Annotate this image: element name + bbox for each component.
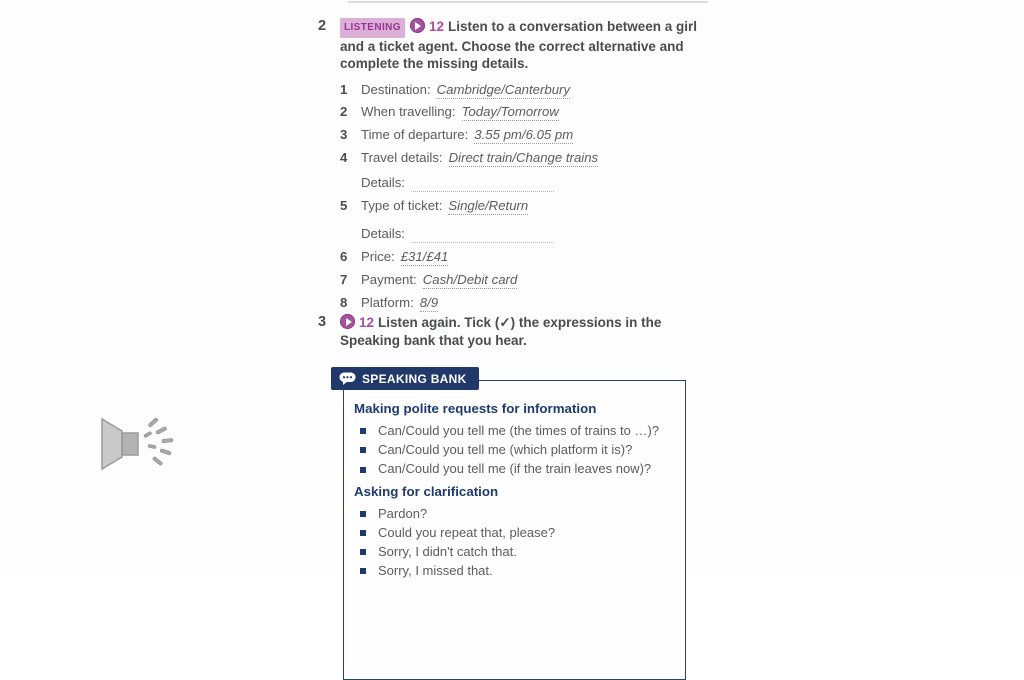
listening-badge: LISTENING bbox=[340, 18, 405, 38]
exercise-3-instruction bbox=[340, 314, 698, 349]
question-answer: Direct train/Change trains bbox=[448, 149, 599, 165]
question-number: 1 bbox=[340, 81, 348, 97]
question-label: Price: bbox=[361, 249, 395, 265]
details-blank-line bbox=[411, 242, 554, 243]
play-icon bbox=[410, 18, 425, 33]
question-row-2 bbox=[340, 104, 698, 127]
track-number: 12 bbox=[359, 315, 375, 330]
play-triangle-icon bbox=[346, 318, 352, 326]
question-answer: 3.55 pm/6.05 pm bbox=[474, 127, 574, 143]
question-row-5 bbox=[340, 198, 698, 221]
question-row-7 bbox=[340, 272, 698, 295]
bank-item bbox=[354, 421, 675, 440]
play-triangle-icon bbox=[415, 22, 421, 30]
speaking-bank-header bbox=[331, 367, 479, 390]
question-number: 8 bbox=[340, 295, 348, 311]
bank-item-text: Pardon? bbox=[378, 505, 428, 521]
bank-item bbox=[354, 561, 675, 580]
speech-bubble-icon bbox=[339, 372, 356, 385]
bank-item bbox=[354, 504, 675, 523]
question-number: 5 bbox=[340, 197, 348, 213]
bank-item bbox=[354, 459, 675, 478]
question-number: 7 bbox=[340, 272, 348, 288]
bank-item-text: Can/Could you tell me (which platform it is)? bbox=[378, 442, 633, 458]
speaker-glyph bbox=[96, 413, 180, 475]
square-bullet-icon bbox=[360, 568, 366, 574]
exercise-2 bbox=[318, 18, 698, 318]
question-answer: Single/Return bbox=[448, 197, 529, 213]
bank-item-text: Sorry, I didn't catch that. bbox=[378, 544, 517, 560]
question-number: 2 bbox=[340, 104, 348, 120]
square-bullet-icon bbox=[360, 447, 366, 453]
square-bullet-icon bbox=[360, 530, 366, 536]
question-row-3 bbox=[340, 127, 698, 150]
bank-item-text: Sorry, I missed that. bbox=[378, 563, 493, 579]
play-icon bbox=[340, 314, 355, 329]
details-label: Details: bbox=[361, 226, 405, 242]
square-bullet-icon bbox=[360, 549, 366, 555]
question-label: Time of departure: bbox=[361, 127, 469, 143]
bank-item bbox=[354, 440, 675, 459]
details-row-1 bbox=[361, 175, 698, 196]
question-answer: £31/£41 bbox=[400, 249, 449, 265]
audio-speaker-icon[interactable] bbox=[96, 413, 180, 475]
question-row-4 bbox=[340, 150, 698, 173]
question-number: 3 bbox=[340, 127, 348, 143]
square-bullet-icon bbox=[360, 428, 366, 434]
speaking-bank-box bbox=[343, 380, 686, 680]
square-bullet-icon bbox=[360, 467, 366, 473]
exercise-2-body bbox=[340, 18, 698, 318]
exercise-3-number: 3 bbox=[318, 314, 327, 330]
exercise-3 bbox=[318, 314, 698, 349]
question-list bbox=[340, 82, 698, 318]
question-row-6 bbox=[340, 249, 698, 272]
bank-item bbox=[354, 542, 675, 561]
exercise-2-number: 2 bbox=[318, 18, 327, 34]
question-label: Destination: bbox=[361, 81, 431, 97]
bank-section-heading: Asking for clarification bbox=[354, 483, 499, 499]
question-label: Travel details: bbox=[361, 149, 443, 165]
bank-item-text: Can/Could you tell me (if the train leaves now)? bbox=[378, 461, 652, 477]
bank-item bbox=[354, 523, 675, 542]
bank-section-heading: Making polite requests for information bbox=[354, 401, 597, 416]
question-row-1 bbox=[340, 82, 698, 105]
track-number: 12 bbox=[428, 19, 444, 34]
question-answer: Cash/Debit card bbox=[422, 272, 518, 288]
question-label: Type of ticket: bbox=[361, 197, 443, 213]
question-answer: Today/Tomorrow bbox=[461, 104, 559, 120]
question-answer: Cambridge/Canterbury bbox=[436, 81, 571, 97]
speaking-bank-title: SPEAKING BANK bbox=[362, 371, 467, 386]
square-bullet-icon bbox=[360, 511, 366, 517]
question-number: 4 bbox=[340, 149, 348, 165]
details-row-2 bbox=[361, 226, 698, 247]
question-number: 6 bbox=[340, 249, 348, 265]
question-label: Platform: bbox=[361, 295, 414, 311]
page-edge bbox=[348, 1, 708, 3]
details-blank-line bbox=[411, 191, 554, 192]
exercise-3-body bbox=[340, 314, 698, 349]
bank-item-text: Could you repeat that, please? bbox=[378, 524, 556, 540]
instruction-text: Listen to a conversation between a girl and a ticket agent. Choose the correct alternative and complete the missing details. bbox=[340, 19, 698, 71]
question-answer: 8/9 bbox=[419, 295, 439, 311]
instruction-text: Listen again. Tick (✓) the expressions in the Speaking bank that you hear. bbox=[340, 315, 662, 348]
exercise-2-instruction bbox=[340, 18, 698, 73]
question-label: When travelling: bbox=[361, 104, 456, 120]
question-label: Payment: bbox=[361, 272, 417, 288]
bank-item-text: Can/Could you tell me (the times of trains to …)? bbox=[378, 423, 660, 438]
details-label: Details: bbox=[361, 174, 405, 190]
